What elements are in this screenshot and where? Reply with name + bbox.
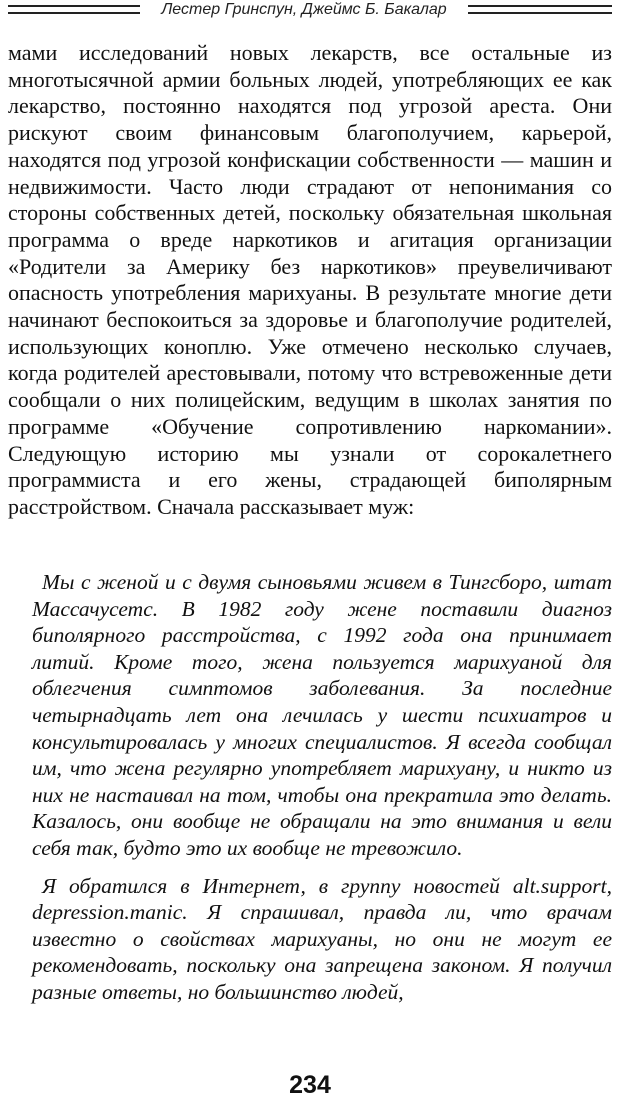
quote-paragraph-2: Я обратился в Интернет, в группу новостей alt.support, depression.manic. Я спрашивал, правда ли, что врачам известно о свойствах марихуаны, но они не могут ее рекомендовать, поскольку она запрещена законом. Я получил разные ответы, но большинство людей, [32,873,612,1004]
header-rule-left-2 [8,12,140,14]
body-paragraph: мами исследований новых лекарств, все остальные из многотысячной армии больных людей, употребляющих ее как лекарство, постоянно находятся под угрозой ареста. Они рискуют своим финансовым благополучием, карьерой, находятся под угрозой конфискации собственности — машин и недвижимости. Часто люди страдают от непонимания со стороны собственных детей, поскольку обязательная школьная программа о вреде наркотиков и агитация организации «Родители за Америку без наркотиков» преувеличивают опасность употребления марихуаны. В результате многие дети начинают беспокоиться за здоровье и благополучие родителей, использующих коноплю. Уже отмечено несколько случаев, когда родителей арестовывали, потому что встревоженные дети сообщали о них полицейским, ведущим в школах занятия по программе «Обучение сопротивлению наркомании». Следующую историю мы узнали от сорокалетнего программиста и его жены, страдающей биполярным расстройством. Сначала рассказывает муж: [8,40,612,519]
page-number: 234 [289,1071,331,1099]
header-rule-right-2 [468,12,612,14]
main-text [8,40,612,521]
running-title: Лестер Гринспун, Джеймс Б. Бакалар [161,1,447,18]
quote-paragraph-1: Мы с женой и с двумя сыновьями живем в Тингсборо, штат Массачусетс. В 1982 году жене поставили диагноз биполярного расстройства, с 1992 года она принимает литий. Кроме того, жена пользуется марихуаной для облегчения симптомов заболевания. За последние четырнадцать лет она лечилась у шести психиатров и консультировалась у многих специалистов. Я всегда сообщал им, что жена регулярно употребляет марихуану, и никто из них не настаивал на том, чтобы она прекратила это делать. Казалось, они вообще не обращали на это внимания и вели себя так, будто это их вообще не тревожило. [32,570,612,860]
running-header [0,0,620,26]
header-rule-right-1 [468,5,612,7]
quoted-testimony [32,569,612,1006]
header-rule-left-1 [8,5,140,7]
